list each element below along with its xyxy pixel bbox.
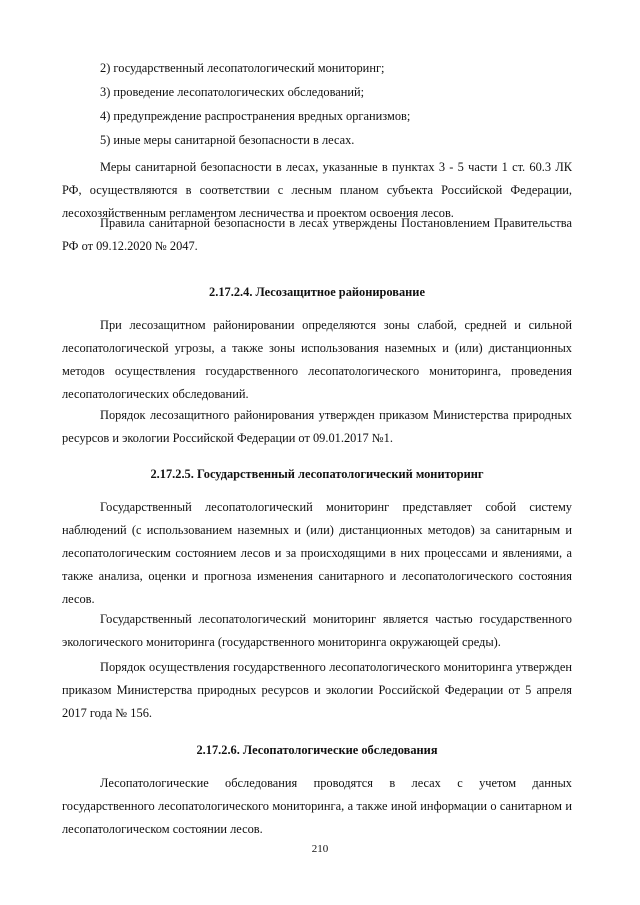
paragraph: Государственный лесопатологический мониторинг является частью государственного экологического мониторинга (государственного мониторинга окружающей среды). [62, 612, 572, 649]
section-body [62, 404, 572, 450]
section-body [62, 656, 572, 725]
paragraph: Лесопатологические обследования проводятся в лесах с учетом данных государственного лесопатологического мониторинга, а также иной информации о санитарном и лесопатологическом состоянии лесов. [62, 776, 572, 836]
paragraph: Государственный лесопатологический мониторинг представляет собой систему наблюдений (с использованием наземных и (или) дистанционных методов) за санитарным и лесопатологическим состоянием лесов и за происходящими в них процессами и явлениями, а также анализа, оценки и прогноза изменения санитарного и лесопатологического состояния лесов. [62, 500, 572, 606]
list-item: 2) государственный лесопатологический мониторинг; [100, 61, 385, 75]
section-body [62, 608, 572, 654]
section-heading: 2.17.2.5. Государственный лесопатологический мониторинг [150, 467, 484, 481]
paragraph: Меры санитарной безопасности в лесах, указанные в пунктах 3 - 5 части 1 ст. 60.3 ЛК РФ, осуществляются в соответствии с лесным планом субъекта Российской Федерации, лесохозяйственным регламентом лесничества и проектом освоения лесов. [62, 160, 572, 220]
section-heading: 2.17.2.6. Лесопатологические обследования [196, 743, 438, 757]
paragraph: Правила санитарной безопасности в лесах утверждены Постановлением Правительства РФ от 09.12.2020 № 2047. [62, 216, 572, 253]
paragraph: Порядок лесозащитного районирования утвержден приказом Министерства природных ресурсов и экологии Российской Федерации от 09.01.2017 №1. [62, 408, 572, 445]
section-body [62, 772, 572, 841]
page-number: 210 [311, 843, 329, 855]
section-body [62, 314, 572, 406]
paragraph: При лесозащитном районировании определяются зоны слабой, средней и сильной лесопатологической угрозы, а также зоны использования наземных и (или) дистанционных методов осуществления государственного лесопатологического мониторинга, проведения лесопатологических обследований. [62, 318, 572, 401]
list-item: 5) иные меры санитарной безопасности в лесах. [100, 133, 355, 147]
list-item: 3) проведение лесопатологических обследований; [100, 85, 365, 99]
section-body [62, 496, 572, 611]
paragraph: Порядок осуществления государственного лесопатологического мониторинга утвержден приказом Министерства природных ресурсов и экологии Российской Федерации от 5 апреля 2017 года № 156. [62, 660, 572, 720]
list-item: 4) предупреждение распространения вредных организмов; [100, 109, 411, 123]
intro-paragraph [62, 212, 572, 258]
section-heading: 2.17.2.4. Лесозащитное районирование [209, 285, 425, 299]
